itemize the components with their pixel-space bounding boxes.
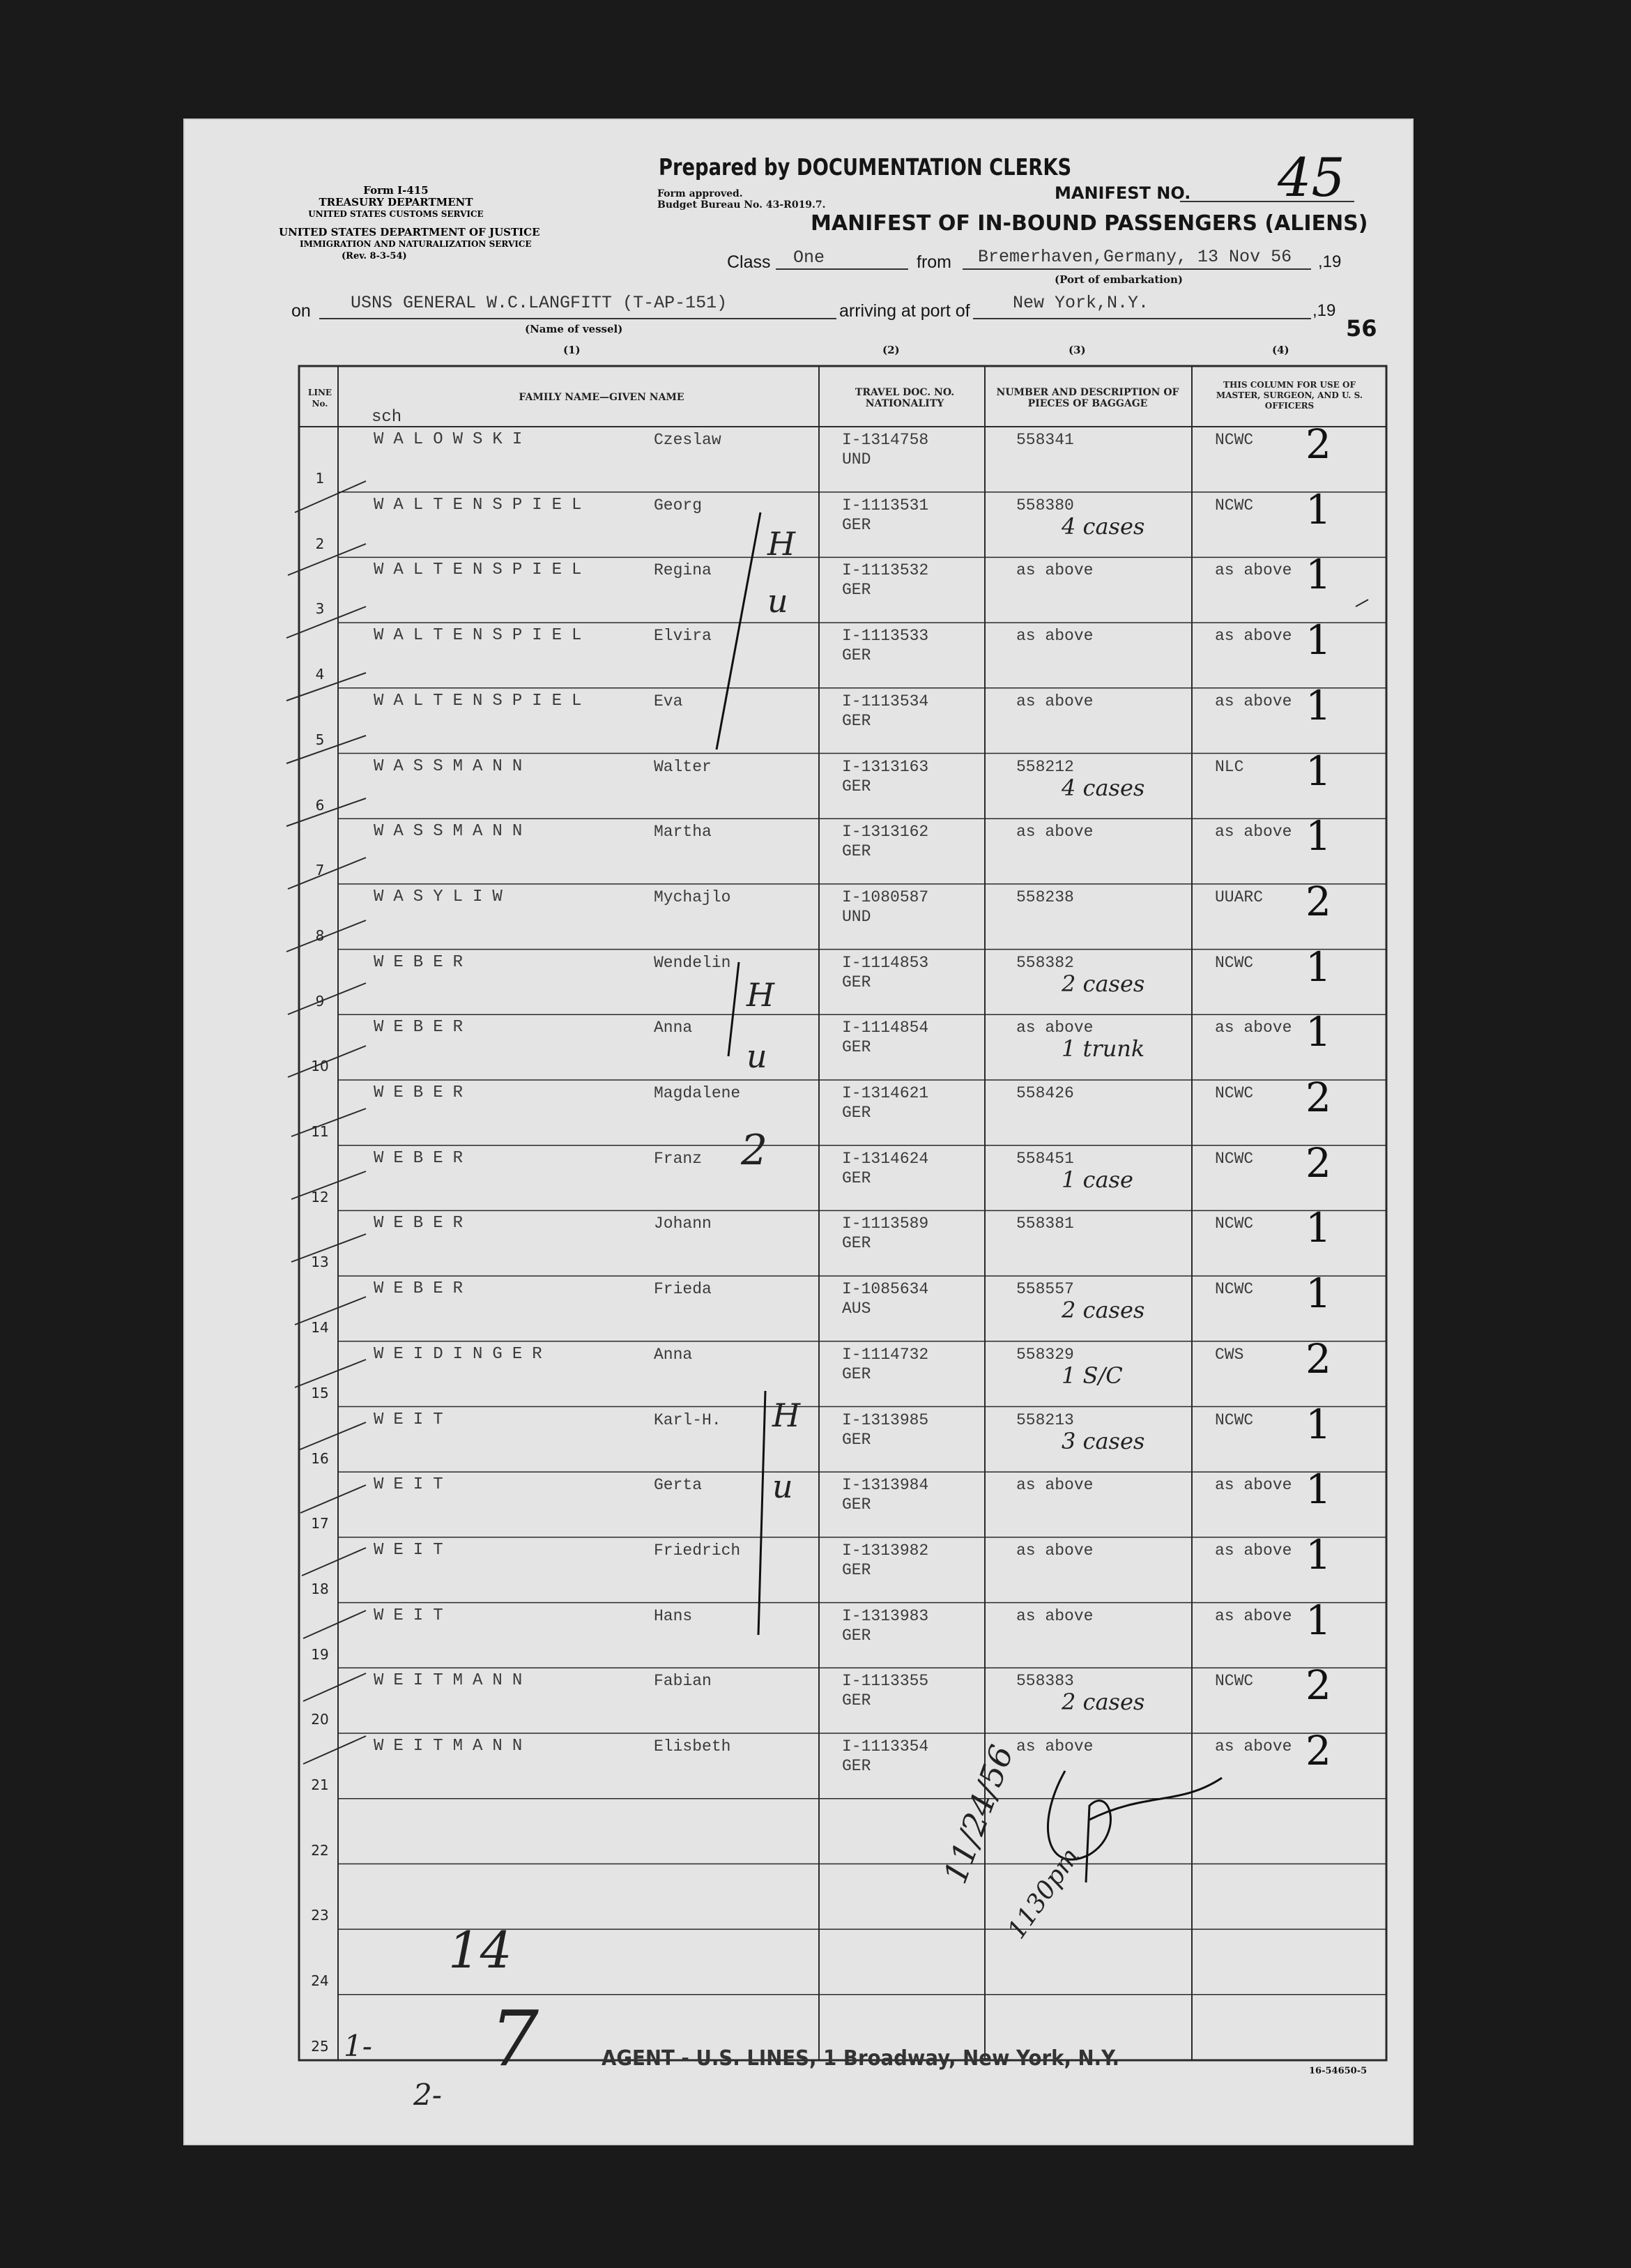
officer-mark: 2	[1305, 1661, 1331, 1710]
baggage-description: 558383	[1016, 1672, 1074, 1691]
vessel-name: USNS GENERAL W.C.LANGFITT (T-AP-151)	[351, 293, 728, 313]
given-name: Johann	[654, 1215, 712, 1233]
travel-doc-number: I-1114853	[842, 953, 929, 972]
line-number: 22	[311, 1841, 329, 1859]
line-number: 24	[311, 1972, 329, 1990]
year-suffix-2: ,19	[1312, 301, 1336, 320]
nationality: GER	[842, 1104, 871, 1122]
baggage-note: 1 case	[1062, 1166, 1133, 1193]
baggage-description: as above	[1016, 1737, 1094, 1756]
nationality: GER	[842, 646, 871, 665]
table-row	[183, 1661, 1414, 1732]
form-line: TREASURY DEPARTMENT	[319, 196, 473, 208]
nationality: GER	[842, 1560, 871, 1579]
baggage-description: as above	[1016, 1476, 1094, 1495]
table-row	[183, 747, 1414, 818]
nationality: GER	[842, 973, 871, 991]
officer-mark: 1	[1305, 485, 1331, 533]
table-row	[183, 1270, 1414, 1340]
approval-line: Budget Bureau No. 43-R019.7.	[657, 199, 826, 211]
table-row	[183, 877, 1414, 948]
travel-doc-number: I-1313984	[842, 1476, 929, 1495]
baggage-description: 558381	[1016, 1215, 1074, 1233]
officer-agency: NCWC	[1215, 1215, 1254, 1233]
nationality: GER	[842, 1691, 871, 1710]
officer-agency: NCWC	[1215, 1672, 1254, 1691]
given-name: Mychajlo	[654, 888, 731, 906]
baggage-description: 558380	[1016, 496, 1074, 515]
officer-mark: 1	[1305, 1204, 1331, 1252]
line-number: 14	[311, 1319, 329, 1337]
baggage-description: as above	[1016, 1606, 1094, 1625]
port-caption: (Port of embarkation)	[1055, 273, 1183, 286]
family-name: WALTENSPIEL	[374, 626, 592, 646]
travel-doc-number: I-1114854	[842, 1019, 929, 1037]
officer-agency: NCWC	[1215, 1084, 1254, 1102]
baggage-description: 558341	[1016, 431, 1074, 449]
manifest-number: 45	[1278, 146, 1345, 208]
nationality: GER	[842, 842, 871, 861]
nationality: GER	[842, 777, 871, 796]
agent-stamp: AGENT - U.S. LINES, 1 Broadway, New York, N.Y.	[602, 2046, 1120, 2071]
header-note: sch	[372, 408, 402, 427]
baggage-description: 558557	[1016, 1280, 1074, 1299]
arrival-port: New York,N.Y.	[1013, 293, 1149, 313]
given-name: Magdalene	[654, 1084, 741, 1102]
header-baggage: NUMBER AND DESCRIPTION OF PIECES OF BAGGAGE	[996, 387, 1179, 409]
from-label: from	[917, 252, 951, 272]
manifest-page	[183, 119, 1414, 2145]
nationality: GER	[842, 1495, 871, 1514]
baggage-note: 4 cases	[1062, 512, 1145, 540]
family-name: WEBER	[374, 1214, 473, 1233]
family-name: WEBER	[374, 1018, 473, 1037]
family-name: WEBER	[374, 1279, 473, 1299]
baggage-description: 558212	[1016, 757, 1074, 776]
travel-doc-number: I-1313163	[842, 757, 929, 776]
officer-mark: 2	[1305, 1139, 1331, 1187]
officer-agency: UUARC	[1215, 888, 1264, 906]
line-number: 13	[311, 1254, 329, 1271]
table-row	[183, 1727, 1414, 1797]
travel-doc-number: I-1113355	[842, 1672, 929, 1691]
dept-line: UNITED STATES DEPARTMENT OF JUSTICE	[279, 226, 540, 238]
table-row	[183, 812, 1414, 883]
table-row	[183, 681, 1414, 752]
baggage-description: 558382	[1016, 953, 1074, 972]
given-name: Wendelin	[654, 953, 731, 972]
line-number: 15	[311, 1384, 329, 1401]
table-row	[183, 1596, 1414, 1667]
form-line: Form I-415	[363, 184, 429, 197]
officer-mark: 1	[1305, 1466, 1331, 1514]
baggage-description: as above	[1016, 1541, 1094, 1560]
line-number: 21	[311, 1776, 329, 1793]
travel-doc-number: I-1314758	[842, 431, 929, 449]
officer-mark: 1	[1305, 551, 1331, 599]
arriving-label: arriving at port of	[836, 301, 973, 321]
baggage-note: 2 cases	[1062, 1297, 1145, 1324]
officer-mark: 1	[1305, 1270, 1331, 1318]
officer-mark: 1	[1305, 812, 1331, 860]
officer-mark: 2	[1305, 420, 1331, 468]
officer-agency: NCWC	[1215, 1280, 1254, 1299]
nationality: GER	[842, 515, 871, 534]
year-suffix: ,19	[1318, 252, 1342, 271]
given-name: Elisbeth	[654, 1737, 731, 1756]
officer-mark: 2	[1305, 877, 1331, 925]
travel-doc-number: I-1113354	[842, 1737, 929, 1756]
table-row	[183, 1864, 1414, 1928]
officer-agency: as above	[1215, 1737, 1292, 1756]
family-name: WEIDINGER	[374, 1344, 552, 1364]
franz-mark: 2	[741, 1126, 768, 1175]
given-name: Frieda	[654, 1280, 712, 1299]
travel-doc-number: I-1113534	[842, 692, 929, 710]
line-number: 2	[315, 535, 325, 552]
table-row	[183, 1334, 1414, 1406]
officer-agency: as above	[1215, 1476, 1292, 1495]
given-name: Czeslaw	[654, 431, 721, 449]
header-name: FAMILY NAME—GIVEN NAME	[519, 392, 684, 403]
officer-agency: as above	[1215, 692, 1292, 710]
baggage-description: as above	[1016, 561, 1094, 580]
family-name: WEBER	[374, 1083, 473, 1102]
line-number: 16	[311, 1449, 329, 1467]
class-value: One	[793, 248, 825, 268]
baggage-description: as above	[1016, 627, 1094, 646]
given-name: Anna	[654, 1345, 693, 1364]
travel-doc-number: I-1114732	[842, 1345, 929, 1364]
family-name: WALOWSKI	[374, 430, 533, 449]
baggage-description: as above	[1016, 823, 1094, 842]
manifest-title: MANIFEST OF IN-BOUND PASSENGERS (ALIENS)	[811, 211, 1368, 236]
baggage-description: 558238	[1016, 888, 1074, 906]
line-number: 23	[311, 1907, 329, 1924]
travel-doc-number: I-1085634	[842, 1280, 929, 1299]
nationality: UND	[842, 907, 871, 926]
table-row	[183, 1074, 1414, 1144]
header-travel-doc: TRAVEL DOC. NO. NATIONALITY	[855, 387, 955, 409]
tally-prefix-bottom: 2-	[413, 2078, 442, 2112]
given-name: Eva	[654, 692, 683, 710]
nationality: GER	[842, 1038, 871, 1057]
family-name: WALTENSPIEL	[374, 495, 592, 515]
arrival-year: 56	[1346, 315, 1377, 342]
line-number: 4	[315, 666, 325, 683]
tally-top: 14	[448, 1921, 512, 1979]
dept-line: (Rev. 8-3-54)	[342, 251, 407, 261]
line-number: 12	[311, 1188, 329, 1205]
bracket-mark: u	[772, 1468, 793, 1505]
line-number: 3	[315, 600, 325, 618]
travel-doc-number: I-1314621	[842, 1084, 929, 1102]
line-number: 5	[315, 731, 325, 748]
line-number: 25	[311, 2037, 329, 2055]
line-number: 10	[311, 1058, 329, 1075]
travel-doc-number: I-1080587	[842, 888, 929, 906]
officer-mark: 1	[1305, 1530, 1331, 1578]
officer-mark: 1	[1305, 1596, 1331, 1644]
travel-doc-number: I-1313985	[842, 1410, 929, 1429]
given-name: Martha	[654, 823, 712, 842]
family-name: WEITMANN	[374, 1671, 533, 1691]
baggage-description: 558329	[1016, 1345, 1074, 1364]
table-row	[183, 551, 1414, 621]
given-name: Georg	[654, 496, 703, 515]
col-number-3: (3)	[1069, 344, 1086, 356]
nationality: AUS	[842, 1300, 871, 1318]
bracket-mark: u	[746, 1037, 767, 1075]
header-line-no: LINE No.	[307, 388, 332, 409]
travel-doc-number: I-1313983	[842, 1606, 929, 1625]
manifest-no-label: MANIFEST NO.	[1055, 183, 1191, 203]
vessel-caption: (Name of vessel)	[525, 323, 623, 335]
table-row	[183, 1929, 1414, 1993]
col-number-1: (1)	[563, 344, 581, 356]
baggage-note: 2 cases	[1062, 1689, 1145, 1716]
given-name: Anna	[654, 1019, 693, 1037]
officer-mark: 1	[1305, 681, 1331, 729]
col-number-4: (4)	[1272, 344, 1289, 356]
officer-agency: NCWC	[1215, 1149, 1254, 1168]
travel-doc-number: I-1113589	[842, 1215, 929, 1233]
given-name: Fabian	[654, 1672, 712, 1691]
line-number: 11	[311, 1123, 329, 1140]
nationality: GER	[842, 711, 871, 730]
nationality: GER	[842, 1169, 871, 1187]
family-name: WALTENSPIEL	[374, 561, 592, 580]
line-number: 20	[311, 1711, 329, 1728]
baggage-note: 1 S/C	[1062, 1362, 1123, 1389]
bracket-mark: u	[767, 582, 788, 620]
bracket-mark: H	[746, 976, 775, 1014]
officer-mark: 2	[1305, 1727, 1331, 1774]
baggage-description: 558451	[1016, 1149, 1074, 1168]
tally-bottom: 7	[490, 1994, 539, 2083]
signature-date: 11/24/56	[936, 1740, 1021, 1889]
family-name: WEIT	[374, 1410, 453, 1429]
given-name: Walter	[654, 757, 712, 776]
nationality: GER	[842, 581, 871, 600]
officer-agency: as above	[1215, 1019, 1292, 1037]
officer-agency: as above	[1215, 1606, 1292, 1625]
given-name: Hans	[654, 1606, 693, 1625]
table-row	[183, 943, 1414, 1014]
table-row	[183, 1466, 1414, 1536]
officer-agency: NCWC	[1215, 431, 1254, 449]
baggage-description: 558213	[1016, 1410, 1074, 1429]
travel-doc-number: I-1113531	[842, 496, 929, 515]
nationality: GER	[842, 1364, 871, 1383]
class-label: Class	[727, 252, 771, 272]
baggage-note: 2 cases	[1062, 970, 1145, 997]
nationality: GER	[842, 1757, 871, 1775]
nationality: UND	[842, 450, 871, 469]
travel-doc-number: I-1313162	[842, 823, 929, 842]
line-number: 18	[311, 1580, 329, 1597]
line-number: 17	[311, 1515, 329, 1532]
nationality: GER	[842, 1234, 871, 1253]
officer-agency: NCWC	[1215, 953, 1254, 972]
table-row	[183, 1530, 1414, 1601]
officer-mark: 1	[1305, 1008, 1331, 1056]
officer-agency: as above	[1215, 627, 1292, 646]
table-row	[183, 420, 1414, 491]
bracket-mark: H	[772, 1396, 801, 1434]
travel-doc-number: I-1113533	[842, 627, 929, 646]
officer-mark: 2	[1305, 1074, 1331, 1121]
travel-doc-number: I-1313982	[842, 1541, 929, 1560]
family-name: WALTENSPIEL	[374, 691, 592, 710]
officer-mark: 1	[1305, 616, 1331, 664]
given-name: Gerta	[654, 1476, 703, 1495]
baggage-description: as above	[1016, 1019, 1094, 1037]
documentation-stamp: Prepared by DOCUMENTATION CLERKS	[659, 153, 1072, 181]
baggage-note: 1 trunk	[1062, 1035, 1145, 1063]
family-name: WEBER	[374, 952, 473, 972]
baggage-note: 4 cases	[1062, 774, 1145, 801]
family-name: WEIT	[374, 1606, 453, 1625]
table-row	[183, 1204, 1414, 1274]
col-number-2: (2)	[882, 344, 900, 356]
nationality: GER	[842, 1626, 871, 1645]
officer-mark: 1	[1305, 1400, 1331, 1448]
officer-agency: as above	[1215, 561, 1292, 580]
given-name: Elvira	[654, 627, 712, 646]
port-of-embarkation: Bremerhaven,Germany, 13 Nov 56	[978, 247, 1292, 267]
travel-doc-number: I-1113532	[842, 561, 929, 580]
header-officers: THIS COLUMN FOR USE OF MASTER, SURGEON, AND U. S. OFFICERS	[1216, 380, 1363, 411]
tally-prefix-top: 1-	[344, 2029, 372, 2063]
officer-agency: NCWC	[1215, 496, 1254, 515]
line-number: 8	[315, 927, 325, 944]
officer-agency: as above	[1215, 823, 1292, 842]
family-name: WEIT	[374, 1540, 453, 1560]
family-name: WEITMANN	[374, 1737, 533, 1756]
on-label: on	[291, 301, 311, 321]
officer-agency: CWS	[1215, 1345, 1244, 1364]
baggage-note: 3 cases	[1062, 1427, 1145, 1454]
travel-doc-number: I-1314624	[842, 1149, 929, 1168]
given-name: Franz	[654, 1149, 703, 1168]
line-number: 1	[315, 470, 325, 487]
approval-line: Form approved.	[657, 188, 743, 199]
family-name: WEBER	[374, 1148, 473, 1168]
family-name: WASYLIW	[374, 887, 512, 906]
baggage-description: 558426	[1016, 1084, 1074, 1102]
line-number: 19	[311, 1645, 329, 1663]
form-line: UNITED STATES CUSTOMS SERVICE	[308, 209, 484, 219]
table-row	[183, 1799, 1414, 1863]
baggage-description: as above	[1016, 692, 1094, 710]
family-name: WASSMANN	[374, 822, 533, 842]
officer-mark: 1	[1305, 943, 1331, 991]
officer-agency: NLC	[1215, 757, 1244, 776]
given-name: Friedrich	[654, 1541, 741, 1560]
officer-agency: NCWC	[1215, 1410, 1254, 1429]
table-row	[183, 485, 1414, 556]
family-name: WEIT	[374, 1475, 453, 1495]
table-row	[183, 1008, 1414, 1079]
signature-time: 1130pm	[1002, 1843, 1085, 1944]
bracket-mark: H	[767, 525, 796, 563]
given-name: Karl-H.	[654, 1410, 721, 1429]
officer-mark: 2	[1305, 1334, 1331, 1383]
officer-agency: as above	[1215, 1541, 1292, 1560]
dept-line: IMMIGRATION AND NATURALIZATION SERVICE	[300, 239, 532, 249]
table-row	[183, 1139, 1414, 1210]
table-row	[183, 616, 1414, 687]
family-name: WASSMANN	[374, 756, 533, 776]
print-code: 16-54650-5	[1309, 2066, 1368, 2076]
line-number: 9	[315, 992, 325, 1010]
line-number: 6	[315, 796, 325, 814]
officer-mark: 1	[1305, 747, 1331, 795]
nationality: GER	[842, 1430, 871, 1449]
line-number: 7	[315, 862, 325, 879]
given-name: Regina	[654, 561, 712, 580]
